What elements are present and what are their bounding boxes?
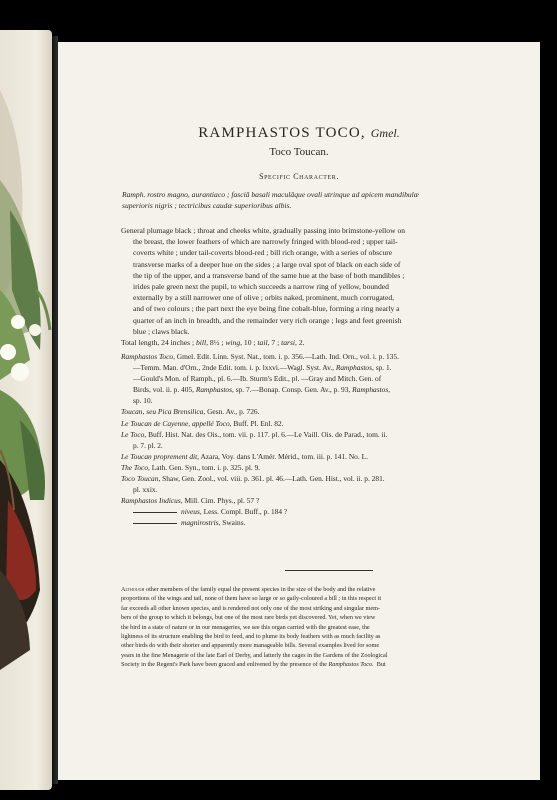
tarsi-value: 2. [298,338,305,348]
synonym-entry [121,462,492,473]
synonym-ref: Gmel. Edit. Linn. Syst. Nat., tom. i. p. 356.—Lath. Ind. Orn., vol. i. p. 135. [176,352,399,361]
synonym-name: magnirostris, [181,518,221,528]
synonym-continuation [121,362,492,373]
prose-line: years in the fine Menagerie of the late Earl of Derby, and latterly the cages in the Gardens of the Zoological [121,651,388,659]
synonym-ref: Swains. [222,518,246,528]
toucan-plate-illustration [0,30,52,790]
bill-label: bill, [195,338,209,348]
synonym-ref: Birds, vol. ii. p. 405, [133,385,194,395]
prose-line: other birds do with their shorter and apparently more manageable bills. Several examples lived for some [121,642,380,650]
synonym-name: Ramphastos Indicus, [121,496,183,506]
synonym-continuation [121,384,492,395]
tail-label: tail, [257,338,270,348]
description-paragraph [121,225,492,348]
common-name: Toco Toucan. [269,146,329,158]
section-heading: Specific Character. [259,172,339,181]
ditto-dash [133,523,177,524]
prose-line: lightness of its structure enabling the bird to feed, and to plume its body feathers with as much facility as [121,633,381,641]
measurements-line [121,337,492,348]
prose-text: But [376,661,386,669]
synonym-ref: Gesn. Av., p. 726. [207,407,260,417]
synonym-entry [121,473,492,484]
synonym-name: niveus, [181,507,202,517]
synonym-ref: Buff. Pl. Enl. 82. [233,418,284,428]
synonym-name: Toco Toucan, [121,474,161,484]
description-line: irides pale green next the pupil, to which succeeds a narrow ring of yellow, bounded [133,282,389,292]
synonym-name: Ramphastos, [195,385,234,395]
specific-character-latin [122,189,492,211]
facing-page-plate [0,30,52,790]
description-line: General plumage black ; throat and cheeks white, gradually passing into brimstone-yellow on [121,226,406,235]
synonym-continuation: sp. 10. [133,396,153,406]
synonym-ref: Less. Compl. Buff., p. 184 ? [203,507,288,517]
description-line: transverse marks of a deeper hue on the sides ; a large oval spot of black on each side of [133,259,401,269]
description-line: the tip of the upper, and a transverse band of the same hue at the base of both mandibles ; [133,270,405,280]
synonym-continuation: p. 7. pl. 2. [133,440,163,450]
synonym-entry [121,517,492,528]
synonym-continuation: pl. xxix. [133,485,158,495]
latin-line: Ramph. rostro magno, aurantiaco ; fasciâ basali maculâque ovali utrinque ad apicem mandibulæ [122,190,419,199]
synonym-entry [121,451,492,462]
synonymy-list [121,351,492,529]
description-line: and of two colours ; the part next the eye being fine cobalt-blue, forming a ring nearly a [133,304,400,314]
synonym-entry [121,429,492,440]
wing-value: 10 ; [243,338,256,348]
drop-word: Although [121,586,145,593]
synonym-ref: Buff. Hist. Nat. des Ois., tom. vii. p. 117. pl. 6.—Le Vaill. Ois. de Parad., tom. ii. [148,429,388,439]
synonym-ref: sp. 1. [375,363,392,373]
tail-value: 7 ; [271,338,280,348]
synonym-name: Toucan, seu Pica Brensilica, [121,407,206,417]
synonym-name: Ramphastos, [335,363,374,373]
body-paragraph [121,585,492,670]
synonym-ref: Azara, Voy. dans L'Amér. Mérid., tom. iii. p. 141. No. L. [200,451,368,461]
synonym-name: Ramphastos, [352,385,391,395]
prose-line: the bird in a state of nature or in our menageries, we see this organ carried with the greatest ease, the [121,623,370,631]
section-divider [285,570,373,571]
synonym-name: Le Toucan de Cayenne, appellé Toco, [121,418,232,428]
description-line: the breast, the lower feathers of which are narrowly fringed with blood-red ; upper tail- [133,237,398,247]
description-line: blue ; claws black. [133,326,190,336]
synonym-name: Le Toucan proprement dit, [121,451,200,461]
synonym-entry [121,506,492,517]
page-title [58,125,540,142]
prose-text: Society in the Regent's Park have been graced and enlivened by the presence of the [121,661,327,669]
species-name: RAMPHASTOS TOCO, [198,125,366,141]
synonym-ref: —Temm. Man. d'Orn., 2nde Edit. tom. i. p. lxxvi.—Wagl. Syst. Av., [133,363,334,373]
synonym-entry [121,351,492,362]
prose-text: other members of the family equal the present species in the size of the body and the relative [145,586,376,593]
wing-label: wing, [225,338,243,348]
species-reference: Ramphastos Toco. [328,661,374,669]
text-page [58,42,540,780]
synonym-name: Le Toco, [121,429,147,439]
synonym-continuation [121,373,492,384]
synonym-name: Ramphastos Toco, [121,352,175,361]
bill-value: 8½ ; [209,338,224,348]
ditto-dash [133,512,177,513]
synonym-ref: Shaw, Gen. Zool., vol. viii. p. 361. pl. 46.—Lath. Gen. Hist., vol. ii. p. 281. [162,474,385,484]
species-author: Gmel. [370,126,400,140]
synonym-ref: —Gould's Mon. of Ramph., pl. 6.—Ib. Sturm's Edit., pl. —Gray and Mitch. Gen. of [133,374,382,384]
synonym-name: The Toco, [121,462,150,472]
latin-line: superioris nigris ; tectricibus caudæ superioribus albis. [122,201,292,210]
total-length: Total length, 24 inches ; [121,338,195,348]
synonym-ref: Lath. Gen. Syn., tom. i. p. 325. pl. 9. [151,462,261,472]
prose-line: bers of the group to which it belongs, but one of the most rare birds yet discovered. Yet, when we view [121,614,376,622]
tarsi-label: tarsi, [281,338,297,348]
synonym-ref: sp. 7.—Bonap. Consp. Gen. Av., p. 93, [235,385,351,395]
description-line: coverts white ; under tail-coverts blood-red ; bill rich orange, with a series of obscure [133,248,393,258]
prose-line [121,660,492,669]
prose-line: proportions of the wings and tail, none of them have so large or so gaily-coloured a bill ; in this respect it [121,595,382,603]
synonym-entry [121,495,492,506]
prose-line [121,585,492,594]
synonym-entry [121,418,492,429]
description-line: externally by a still narrower one of olive ; orbits naked, prominent, much corrugated, [133,293,395,303]
synonym-ref: Mill. Cim. Phys., pl. 57 ? [184,496,260,506]
prose-line: far exceeds all other known species, and is rendered not only one of the most striking and singular mem- [121,604,380,612]
description-line: quarter of an inch in breadth, and the remainder very rich orange ; legs and feet greenish [133,315,402,325]
synonym-entry [121,406,492,417]
